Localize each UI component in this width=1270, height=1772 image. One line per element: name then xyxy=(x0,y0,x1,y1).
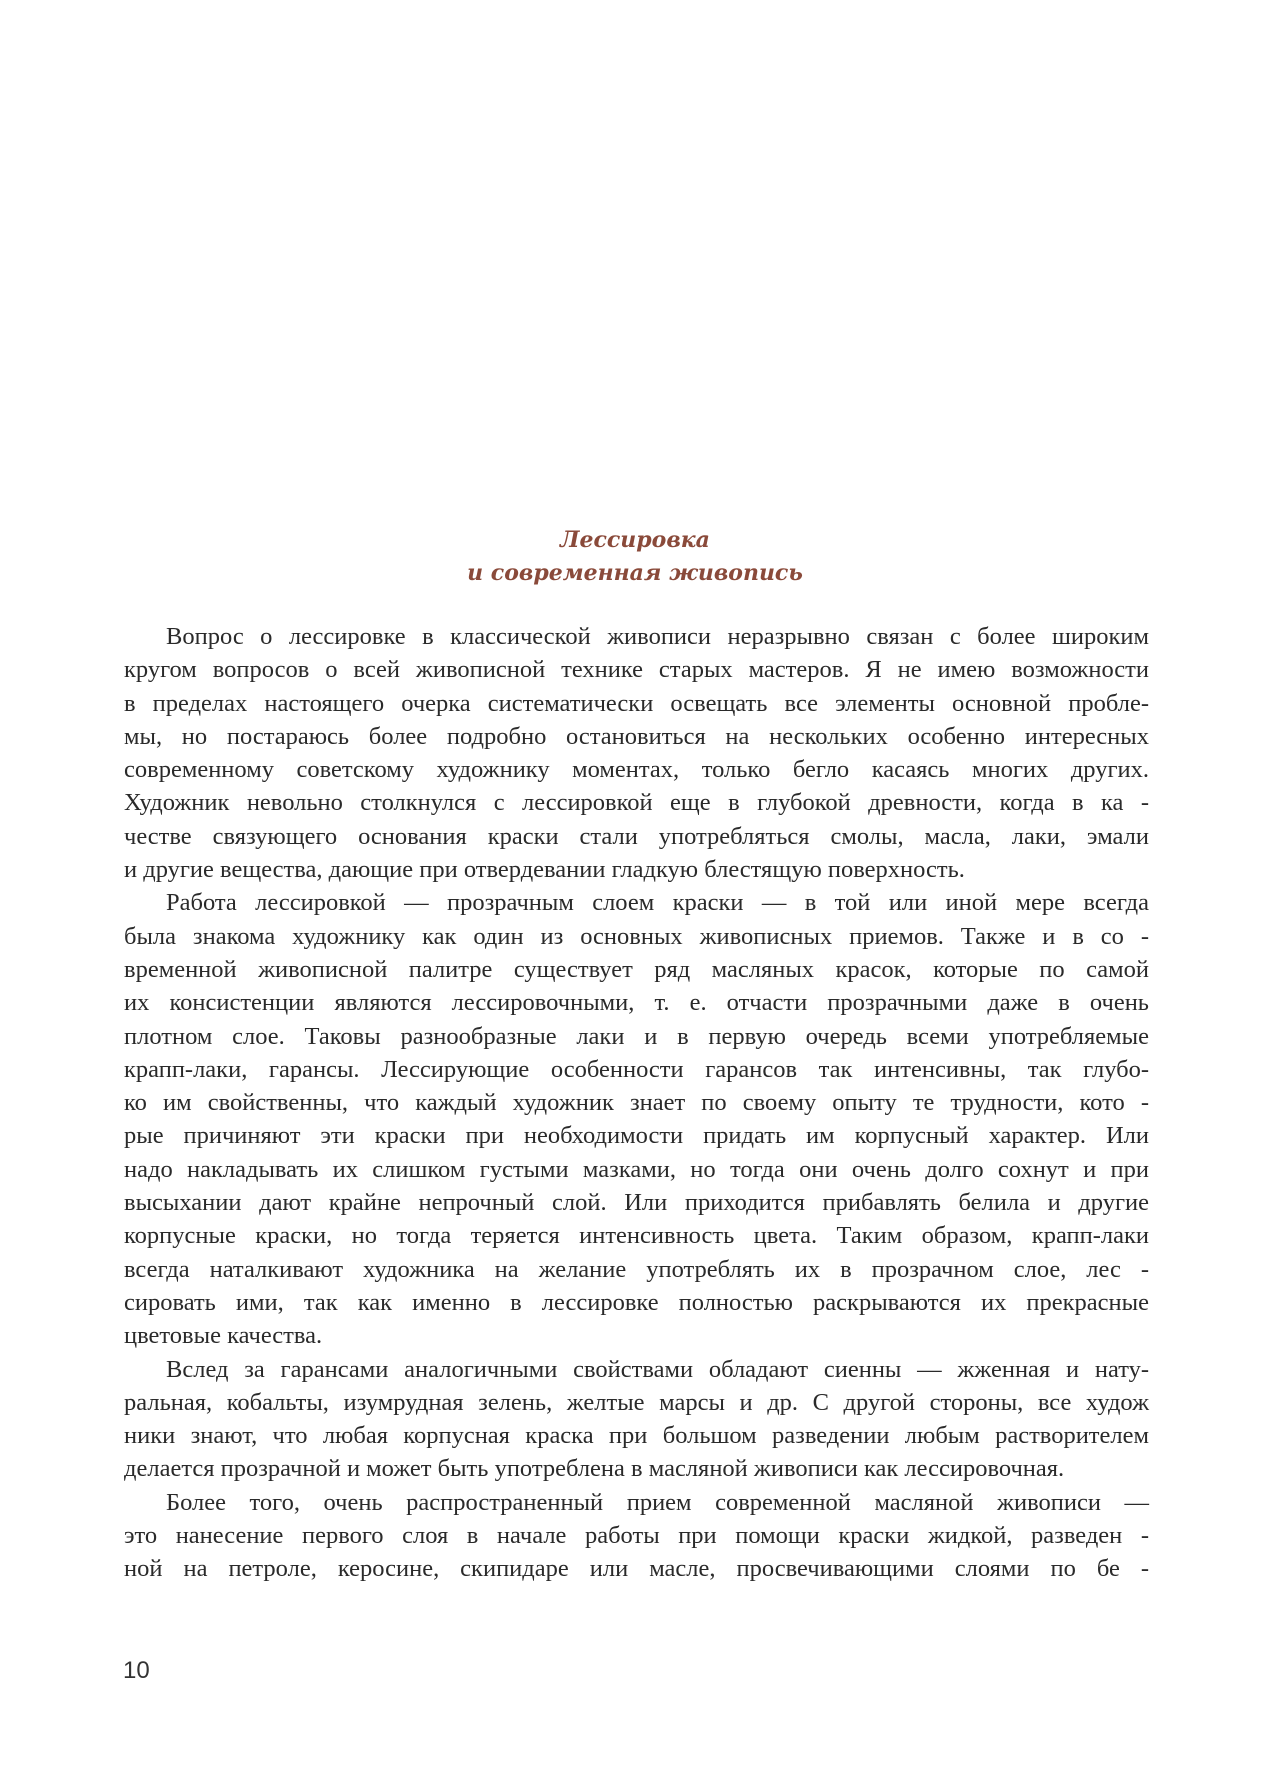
text-line: Работа лессировкой — прозрачным слоем краски — в той или иной мере всегда xyxy=(166,889,1149,917)
text-line: Более того, очень распространенный прием современной масляной живописи — xyxy=(166,1488,1149,1516)
text-line: временной живописной палитре существует ряд масляных красок, которые по самой xyxy=(124,955,1149,983)
text-line: плотном слое. Таковы разнообразные лаки и в первую очередь всеми употребляемые xyxy=(124,1022,1149,1050)
text-line: их консистенции являются лессировочными, т. е. отчасти прозрачными даже в очень xyxy=(124,989,1149,1017)
text-line: была знакома художнику как один из основных живописных приемов. Также и в со - xyxy=(124,922,1149,950)
text-line: и другие вещества, дающие при отвердевании гладкую блестящую поверхность. xyxy=(124,856,965,884)
text-line: ной на петроле, керосине, скипидаре или масле, просвечивающими слоями по бе - xyxy=(124,1555,1149,1583)
text-line: рые причиняют эти краски при необходимости придать им корпусный характер. Или xyxy=(124,1122,1149,1150)
text-line: сировать ими, так как именно в лессировке полностью раскрываются их прекрасные xyxy=(124,1288,1149,1316)
body-text xyxy=(124,620,1149,1586)
text-line: надо накладывать их слишком густыми мазками, но тогда они очень долго сохнут и при xyxy=(124,1155,1149,1183)
text-line: всегда наталкивают художника на желание употреблять их в прозрачном слое, лес - xyxy=(124,1255,1149,1283)
text-line: мы, но постараюсь более подробно остановиться на нескольких особенно интересных xyxy=(124,722,1149,750)
text-line: ники знают, что любая корпусная краска при большом разведении любым растворителем xyxy=(124,1422,1149,1450)
text-line: высыхании дают крайне непрочный слой. Или приходится прибавлять белила и другие xyxy=(124,1189,1149,1217)
text-line: Вопрос о лессировке в классической живописи неразрывно связан с более широким xyxy=(166,623,1149,650)
text-line: делается прозрачной и может быть употреблена в масляной живописи как лессировочная. xyxy=(124,1455,1065,1483)
page-number: 10 xyxy=(123,1657,150,1684)
text-line: ральная, кобальты, изумрудная зелень, желтые марсы и др. С другой стороны, все худож xyxy=(124,1388,1149,1416)
chapter-heading-line-2: и современная живопись xyxy=(467,560,803,586)
text-line: крапп-лаки, гарансы. Лессирующие особенности гарансов так интенсивны, так глубо- xyxy=(124,1055,1149,1083)
text-line: Художник невольно столкнулся с лессировкой еще в глубокой древности, когда в ка - xyxy=(124,789,1149,817)
text-line: в пределах настоящего очерка систематически освещать все элементы основной пробле- xyxy=(124,689,1149,717)
text-line: цветовые качества. xyxy=(124,1322,323,1350)
text-line: это нанесение первого слоя в начале работы при помощи краски жидкой, разведен - xyxy=(124,1522,1149,1550)
text-line: честве связующего основания краски стали употребляться смолы, масла, лаки, эмали xyxy=(124,822,1149,850)
text-line: кругом вопросов о всей живописной технике старых мастеров. Я не имею возможности xyxy=(124,656,1149,684)
text-line: корпусные краски, но тогда теряется интенсивность цвета. Таким образом, крапп-лаки xyxy=(124,1222,1149,1250)
text-line: современному советскому художнику моментах, только бегло касаясь многих других. xyxy=(124,756,1149,784)
text-line: Вслед за гарансами аналогичными свойствами обладают сиенны — жженная и нату- xyxy=(166,1355,1149,1383)
chapter-heading-line-1: Лессировка xyxy=(560,527,710,553)
text-line: ко им свойственны, что каждый художник знает по своему опыту те трудности, кото - xyxy=(124,1089,1149,1117)
